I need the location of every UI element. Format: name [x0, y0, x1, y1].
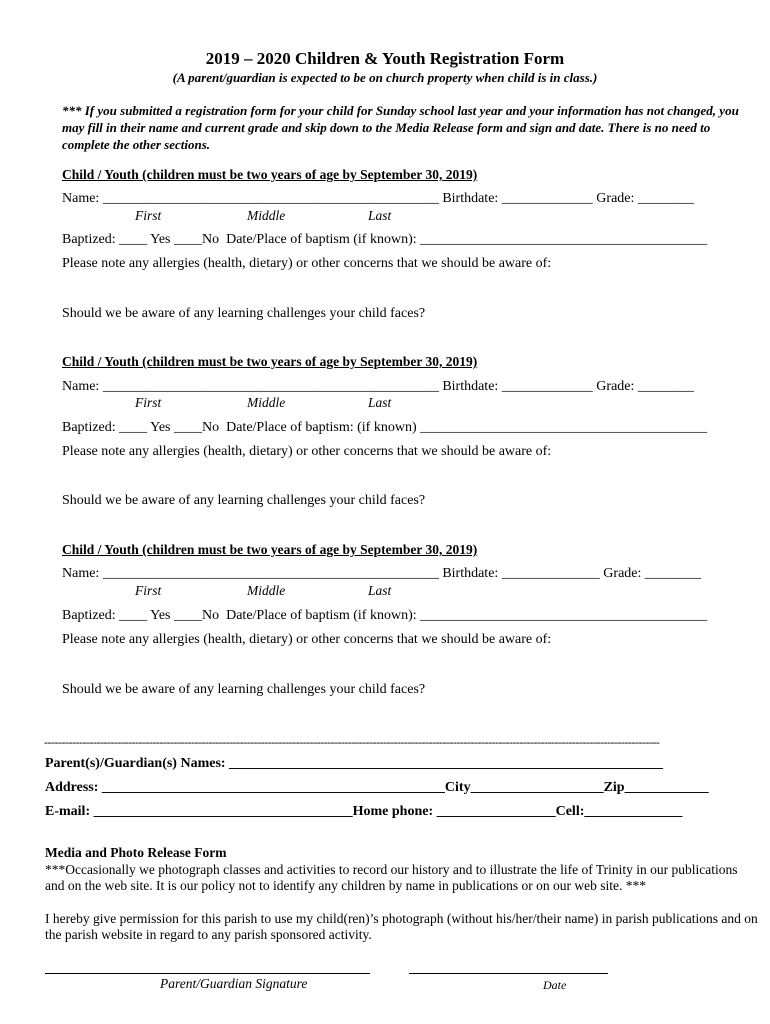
child-1-last-label: Last [368, 208, 392, 223]
section-separator: -------------------------------------------------------------------------------------------------------------------------------------------------------------------------------- [44, 736, 660, 748]
child-2-middle-label: Middle [247, 395, 286, 410]
child-section-3-heading: Child / Youth (children must be two years of age by September 30, 2019) [62, 542, 478, 557]
child-2-allergies-prompt: Please note any allergies (health, dietary) or other concerns that we should be aware of: [62, 444, 552, 459]
contact-line[interactable]: E-mail: _____________________________________Home phone: _________________Cell:______________ [45, 804, 683, 819]
child-3-middle-label: Middle [247, 583, 286, 598]
signature-label: Parent/Guardian Signature [160, 976, 308, 991]
child-1-middle-label: Middle [247, 208, 286, 223]
child-2-last-label: Last [368, 395, 392, 410]
child-1-name-line[interactable]: Name: ________________________________________________ Birthdate: _____________ Grade: ________ [62, 191, 694, 206]
signature-line[interactable] [45, 973, 370, 974]
parent-names-line[interactable]: Parent(s)/Guardian(s) Names: ______________________________________________________________ [45, 756, 664, 771]
child-3-baptized-line[interactable]: Baptized: ____ Yes ____No Date/Place of baptism (if known): _________________________________________ [62, 608, 708, 623]
child-2-name-line[interactable]: Name: ________________________________________________ Birthdate: _____________ Grade: ________ [62, 379, 694, 394]
child-3-last-label: Last [368, 583, 392, 598]
child-section-1-heading: Child / Youth (children must be two years of age by September 30, 2019) [62, 167, 478, 182]
date-line[interactable] [409, 973, 608, 974]
returning-family-note: *** If you submitted a registration form for your child for Sunday school last year and your information has not changed, you may fill in their name and current grade and skip down to the Media Release form and sign and date. There is no need to complete the other sections. [62, 103, 739, 152]
child-1-baptized-line[interactable]: Baptized: ____ Yes ____No Date/Place of baptism (if known): _________________________________________ [62, 232, 708, 247]
child-2-challenges-prompt: Should we be aware of any learning challenges your child faces? [62, 493, 426, 508]
child-2-baptized-line[interactable]: Baptized: ____ Yes ____No Date/Place of baptism: (if known) _________________________________________ [62, 420, 708, 435]
media-permission-paragraph: I hereby give permission for this parish to use my child(ren)’s photograph (without his/her/their name) in parish publications and on the parish website in regard to any parish sponsored activity. [45, 911, 758, 942]
child-1-challenges-prompt: Should we be aware of any learning challenges your child faces? [62, 306, 426, 321]
child-3-challenges-prompt: Should we be aware of any learning challenges your child faces? [62, 682, 426, 697]
form-subtitle: (A parent/guardian is expected to be on church property when child is in class.) [172, 70, 598, 85]
child-3-name-line[interactable]: Name: ________________________________________________ Birthdate: ______________ Grade: ________ [62, 566, 701, 581]
child-3-first-label: First [135, 583, 162, 598]
date-label: Date [543, 978, 567, 992]
address-line[interactable]: Address: _________________________________________________City___________________Zip____________ [45, 780, 709, 795]
media-release-heading: Media and Photo Release Form [45, 845, 227, 860]
child-3-allergies-prompt: Please note any allergies (health, dietary) or other concerns that we should be aware of: [62, 632, 552, 647]
child-section-2-heading: Child / Youth (children must be two years of age by September 30, 2019) [62, 354, 478, 369]
media-policy-paragraph: ***Occasionally we photograph classes and activities to record our history and to illustrate the life of Trinity in our publications and on the web site. It is our policy not to identify any children by name in publications or on our web site. *** [45, 862, 738, 893]
child-2-first-label: First [135, 395, 162, 410]
child-1-first-label: First [135, 208, 162, 223]
form-title: 2019 – 2020 Children & Youth Registration Form [205, 49, 565, 68]
child-1-allergies-prompt: Please note any allergies (health, dietary) or other concerns that we should be aware of: [62, 256, 552, 271]
